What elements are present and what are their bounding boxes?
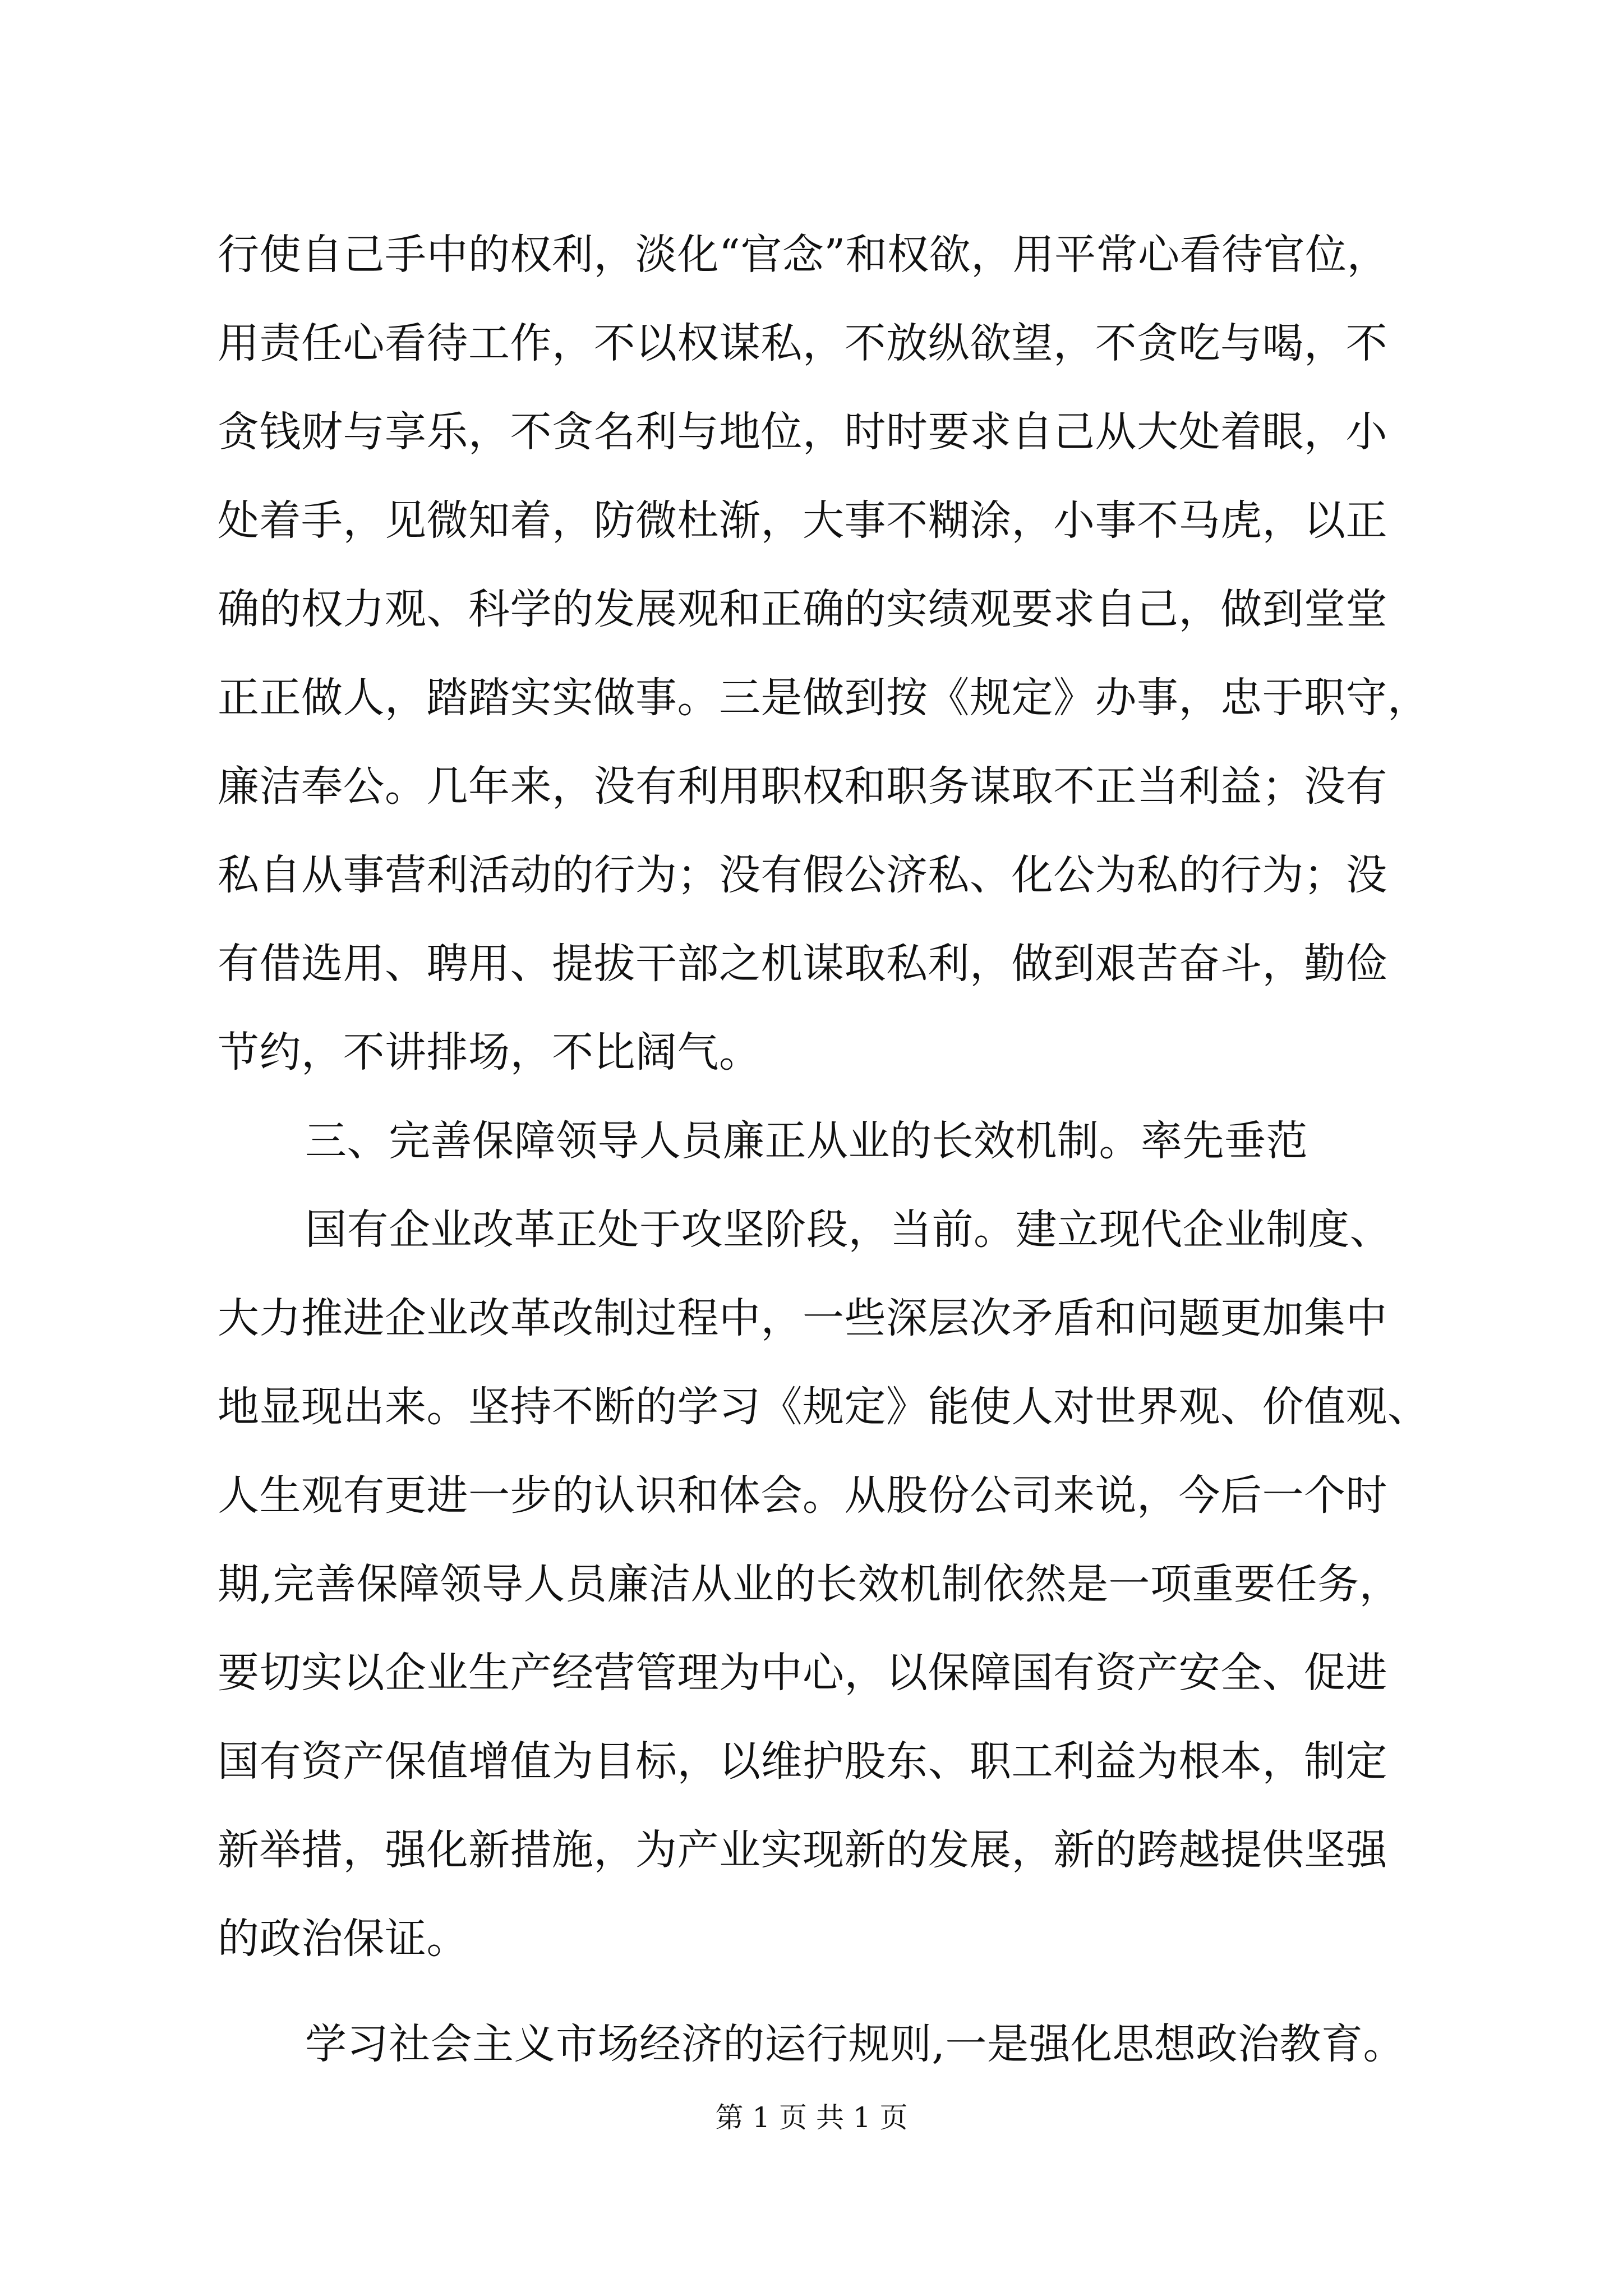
text-line: 节约，不讲排场，不比阔气。 — [218, 1028, 761, 1076]
text-line: 确的权力观、科学的发展观和正确的实绩观要求自己，做到堂堂 — [218, 585, 1387, 633]
text-line: 国有企业改革正处于攻坚阶段，当前。建立现代企业制度、 — [305, 1205, 1391, 1254]
text-line: 有借选用、聘用、提拔干部之机谋取私利，做到艰苦奋斗，勤俭 — [218, 940, 1387, 988]
text-line: 私自从事营利活动的行为；没有假公济私、化公为私的行为；没 — [218, 851, 1387, 899]
text-line: 贪钱财与享乐，不贪名利与地位，时时要求自己从大处着眼，小 — [218, 408, 1387, 456]
text-line: 要切实以企业生产经营管理为中心，以保障国有资产安全、促进 — [218, 1649, 1387, 1697]
text-line: 期,完善保障领导人员廉洁从业的长效机制依然是一项重要任务， — [218, 1560, 1401, 1608]
text-line: 地显现出来。坚持不断的学习《规定》能使人对世界观、价值观、 — [218, 1383, 1430, 1431]
text-line: 人生观有更进一步的认识和体会。从股份公司来说，今后一个时 — [218, 1471, 1387, 1520]
text-line: 用责任心看待工作，不以权谋私，不放纵欲望，不贪吃与喝，不 — [218, 319, 1387, 367]
text-line: 国有资产保值增值为目标，以维护股东、职工利益为根本，制定 — [218, 1737, 1387, 1786]
document-body — [218, 210, 1429, 2088]
text-line: 行使自己手中的权利，淡化“官念”和权欲，用平常心看待官位， — [218, 231, 1389, 279]
text-line: 廉洁奉公。几年来，没有利用职权和职务谋取不正当利益；没有 — [218, 762, 1387, 811]
page-footer: 第 1 页 共 1 页 — [715, 2101, 908, 2134]
text-line: 学习社会主义市场经济的运行规则,一是强化思想政治教育。 — [305, 2020, 1405, 2068]
text-line: 大力推进企业改革改制过程中，一些深层次矛盾和问题更加集中 — [218, 1294, 1387, 1342]
text-line: 正正做人，踏踏实实做事。三是做到按《规定》办事，忠于职守， — [218, 674, 1430, 722]
text-line: 的政治保证。 — [218, 1915, 468, 1963]
text-line: 新举措，强化新措施，为产业实现新的发展，新的跨越提供坚强 — [218, 1826, 1387, 1874]
text-line: 处着手，见微知着，防微杜渐，大事不糊涂，小事不马虎，以正 — [218, 496, 1387, 545]
section-heading: 三、完善保障领导人员廉正从业的长效机制。率先垂范 — [305, 1117, 1308, 1165]
